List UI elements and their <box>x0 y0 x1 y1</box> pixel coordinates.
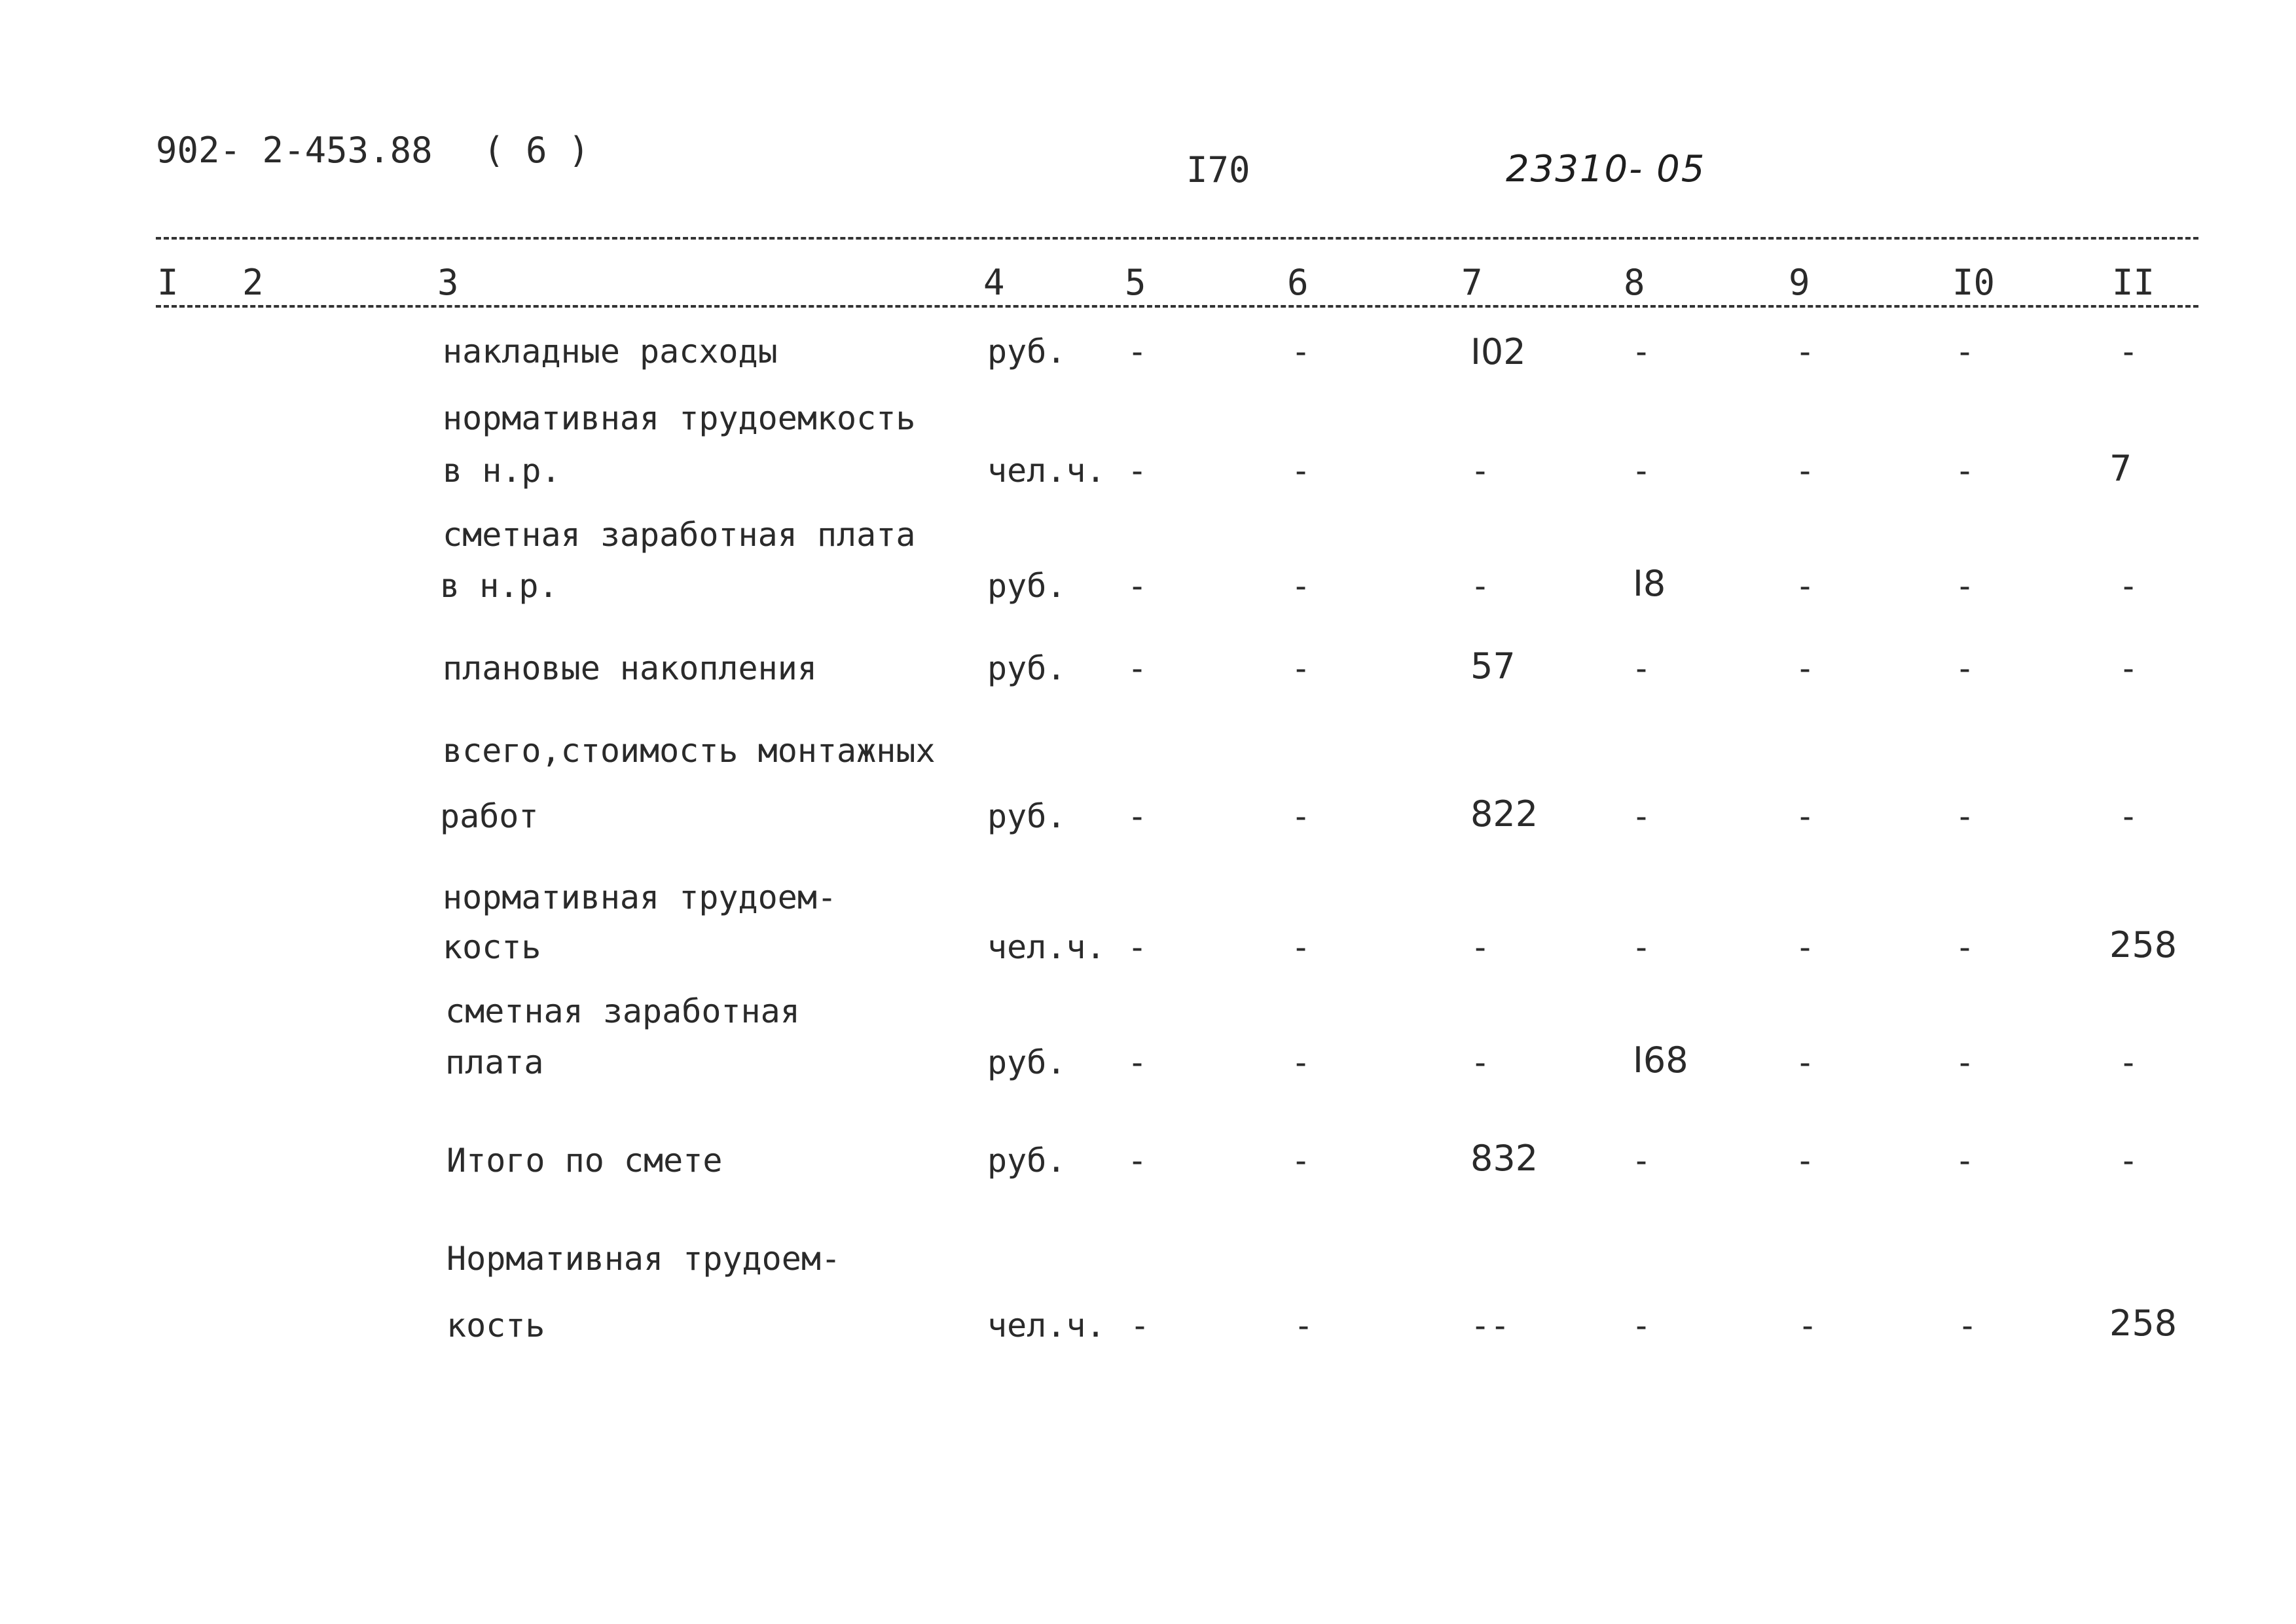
column-number-6: 6 <box>1287 262 1309 303</box>
row-4-col-9: - <box>1795 649 1815 687</box>
row-7-col-11: - <box>2119 1043 2139 1081</box>
row-5-name-line-2: работ <box>440 797 539 835</box>
row-6-col-5: - <box>1127 928 1148 966</box>
row-1-col-6: - <box>1291 333 1311 370</box>
row-6-col-7: - <box>1470 928 1491 966</box>
row-2-col-8: - <box>1631 452 1652 490</box>
row-5-col-10: - <box>1955 797 1975 835</box>
row-5-col-7: 822 <box>1470 793 1539 835</box>
column-number-9: 9 <box>1789 262 1810 303</box>
row-9-name-line-1: Нормативная трудоем- <box>446 1240 841 1278</box>
column-number-7: 7 <box>1461 262 1483 303</box>
row-5-name-line-1: всего,стоимость монтажных <box>443 732 936 770</box>
row-7-name-line-2: плата <box>445 1043 544 1081</box>
row-4-col-6: - <box>1291 649 1311 687</box>
row-9-col-10: - <box>1958 1307 1978 1344</box>
column-number-1: I <box>157 262 179 303</box>
row-6-name-line-2: кость <box>443 928 541 966</box>
row-3-unit: руб. <box>987 567 1066 605</box>
row-1-col-8: - <box>1631 333 1652 370</box>
row-2-name-line-2: в н.р. <box>443 452 561 490</box>
row-7-col-9: - <box>1795 1043 1815 1081</box>
page-number: I70 <box>1186 149 1250 190</box>
row-2-col-9: - <box>1795 452 1815 490</box>
row-6-col-6: - <box>1291 928 1311 966</box>
row-9-unit: чел.ч. <box>987 1307 1106 1344</box>
row-4-col-8: - <box>1631 649 1652 687</box>
row-4-col-10: - <box>1955 649 1975 687</box>
row-1-col-9: - <box>1795 333 1815 370</box>
row-1-unit: руб. <box>987 333 1066 370</box>
row-9-col-6: - <box>1294 1307 1314 1344</box>
row-5-unit: руб. <box>987 797 1066 835</box>
row-3-col-5: - <box>1127 567 1148 605</box>
row-8-col-6: - <box>1291 1142 1311 1180</box>
column-header-dashed-rule <box>156 305 2198 308</box>
row-7-col-8: I68 <box>1633 1039 1688 1081</box>
row-4-col-7: 57 <box>1470 645 1516 687</box>
row-8-col-9: - <box>1795 1142 1815 1180</box>
row-9-col-9: - <box>1798 1307 1818 1344</box>
row-7-col-7: - <box>1470 1043 1491 1081</box>
row-1-col-11: - <box>2119 333 2139 370</box>
row-2-col-6: - <box>1291 452 1311 490</box>
row-8-name-line-1: Итого по смете <box>446 1142 723 1180</box>
row-1-col-5: - <box>1127 333 1148 370</box>
row-1-col-10: - <box>1955 333 1975 370</box>
row-5-col-5: - <box>1127 797 1148 835</box>
row-7-col-5: - <box>1127 1043 1148 1081</box>
row-7-unit: руб. <box>987 1043 1066 1081</box>
row-8-unit: руб. <box>987 1142 1066 1180</box>
row-8-col-5: - <box>1127 1142 1148 1180</box>
row-9-col-11: 258 <box>2109 1303 2178 1344</box>
row-6-unit: чел.ч. <box>987 928 1106 966</box>
column-number-11: II <box>2112 262 2155 303</box>
row-7-col-10: - <box>1955 1043 1975 1081</box>
row-5-col-11: - <box>2119 797 2139 835</box>
row-4-col-11: - <box>2119 649 2139 687</box>
row-9-col-5: - <box>1130 1307 1150 1344</box>
row-6-col-10: - <box>1955 928 1975 966</box>
row-2-col-5: - <box>1127 452 1148 490</box>
sheet-number: ( 6 ) <box>483 130 590 171</box>
row-9-name-line-2: кость <box>446 1307 545 1344</box>
column-number-10: I0 <box>1952 262 1995 303</box>
row-3-col-8: I8 <box>1633 563 1666 604</box>
row-7-col-6: - <box>1291 1043 1311 1081</box>
row-3-col-11: - <box>2119 567 2139 605</box>
row-2-col-10: - <box>1955 452 1975 490</box>
column-number-4: 4 <box>983 262 1005 303</box>
row-6-col-8: - <box>1631 928 1652 966</box>
column-number-2: 2 <box>242 262 264 303</box>
row-5-col-6: - <box>1291 797 1311 835</box>
row-1-col-7: I02 <box>1470 331 1526 372</box>
row-1-name-line-1: накладные расходы <box>443 333 778 370</box>
row-8-col-8: - <box>1631 1142 1652 1180</box>
row-3-name-line-2: в н.р. <box>440 567 558 605</box>
row-8-col-7: 832 <box>1470 1138 1539 1179</box>
row-4-col-5: - <box>1127 649 1148 687</box>
document-code: 902- 2-453.88 <box>156 130 433 171</box>
row-3-col-10: - <box>1955 567 1975 605</box>
handwritten-registration-number: 23310- 05 <box>1506 148 1706 190</box>
row-9-col-7: -- <box>1470 1307 1510 1344</box>
row-2-col-7: - <box>1470 452 1491 490</box>
row-8-col-11: - <box>2119 1142 2139 1180</box>
row-8-col-10: - <box>1955 1142 1975 1180</box>
row-2-name-line-1: нормативная трудоемкость <box>443 399 916 437</box>
row-2-col-11: 7 <box>2109 448 2132 489</box>
row-6-name-line-1: нормативная трудоем- <box>443 878 837 916</box>
table-top-dashed-rule <box>156 237 2198 240</box>
row-7-name-line-1: сметная заработная <box>445 992 800 1030</box>
row-5-col-9: - <box>1795 797 1815 835</box>
row-4-name-line-1: плановые накопления <box>443 649 817 687</box>
column-number-5: 5 <box>1125 262 1146 303</box>
row-6-col-9: - <box>1795 928 1815 966</box>
row-5-col-8: - <box>1631 797 1652 835</box>
row-9-col-8: - <box>1631 1307 1652 1344</box>
row-3-name-line-1: сметная заработная плата <box>443 516 916 554</box>
row-4-unit: руб. <box>987 649 1066 687</box>
row-2-unit: чел.ч. <box>987 452 1106 490</box>
row-3-col-9: - <box>1795 567 1815 605</box>
row-6-col-11: 258 <box>2109 924 2178 965</box>
column-number-8: 8 <box>1624 262 1645 303</box>
column-number-3: 3 <box>437 262 459 303</box>
row-3-col-6: - <box>1291 567 1311 605</box>
row-3-col-7: - <box>1470 567 1491 605</box>
